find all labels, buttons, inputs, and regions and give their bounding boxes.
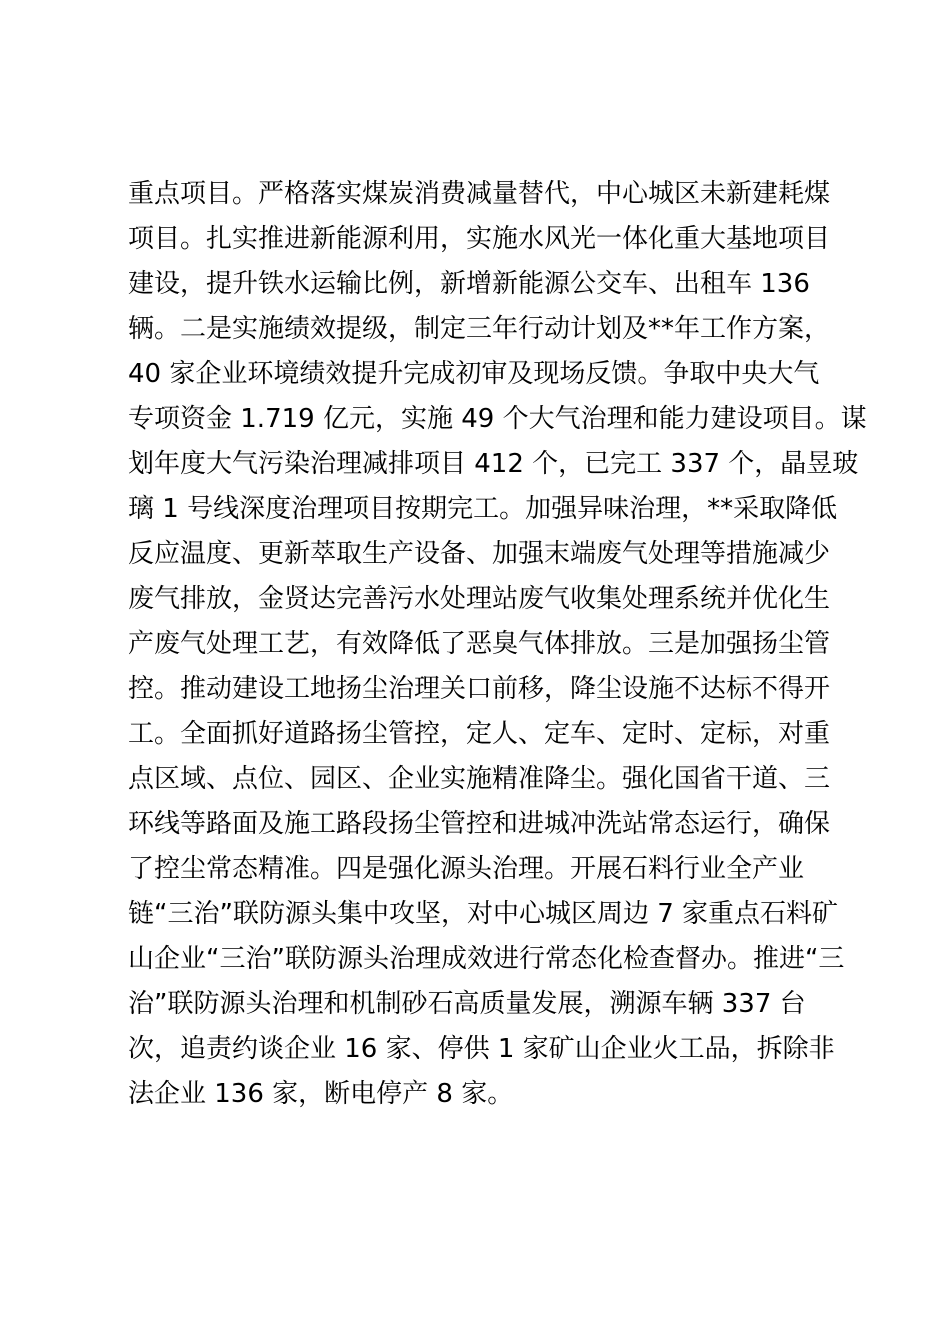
text-line: 法企业 136 家，断电停产 8 家。 — [128, 1079, 514, 1109]
text-line: 辆。二是实施绩效提级，制定三年行动计划及**年工作方案， — [128, 314, 831, 344]
text-line: 划年度大气污染治理减排项目 412 个，已完工 337 个，晶昱玻 — [128, 449, 859, 479]
body-paragraph — [128, 172, 867, 1117]
text-line: 了控尘常态精准。四是强化源头治理。开展石料行业全产业 — [128, 854, 805, 884]
text-line: 山企业“三治”联防源头治理成效进行常态化检查督办。推进“三 — [128, 944, 845, 974]
text-line: 重点项目。严格落实煤炭消费减量替代，中心城区未新建耗煤 — [128, 179, 831, 209]
text-line: 反应温度、更新萃取生产设备、加强末端废气处理等措施减少 — [128, 539, 831, 569]
text-line: 废气排放，金贤达完善污水处理站废气收集处理系统并优化生 — [128, 584, 831, 614]
text-line: 控。推动建设工地扬尘治理关口前移，降尘设施不达标不得开 — [128, 674, 831, 704]
text-line: 璃 1 号线深度治理项目按期完工。加强异味治理，**采取降低 — [128, 494, 838, 524]
text-line: 产废气处理工艺，有效降低了恶臭气体排放。三是加强扬尘管 — [128, 629, 831, 659]
text-line: 建设，提升铁水运输比例，新增新能源公交车、出租车 136 — [128, 269, 810, 299]
text-line: 次，追责约谈企业 16 家、停供 1 家矿山企业火工品，拆除非 — [128, 1034, 835, 1064]
text-line: 治”联防源头治理和机制砂石高质量发展，溯源车辆 337 台 — [128, 989, 806, 1019]
text-line: 链“三治”联防源头集中攻坚，对中心城区周边 7 家重点石料矿 — [128, 899, 839, 929]
text-line: 工。全面抓好道路扬尘管控，定人、定车、定时、定标，对重 — [128, 719, 831, 749]
text-line: 环线等路面及施工路段扬尘管控和进城冲洗站常态运行，确保 — [128, 809, 831, 839]
text-line: 40 家企业环境绩效提升完成初审及现场反馈。争取中央大气 — [128, 359, 820, 389]
text-line: 点区域、点位、园区、企业实施精准降尘。强化国省干道、三 — [128, 764, 831, 794]
text-line: 项目。扎实推进新能源利用，实施水风光一体化重大基地项目 — [128, 224, 831, 254]
text-line: 专项资金 1.719 亿元，实施 49 个大气治理和能力建设项目。谋 — [128, 404, 867, 434]
